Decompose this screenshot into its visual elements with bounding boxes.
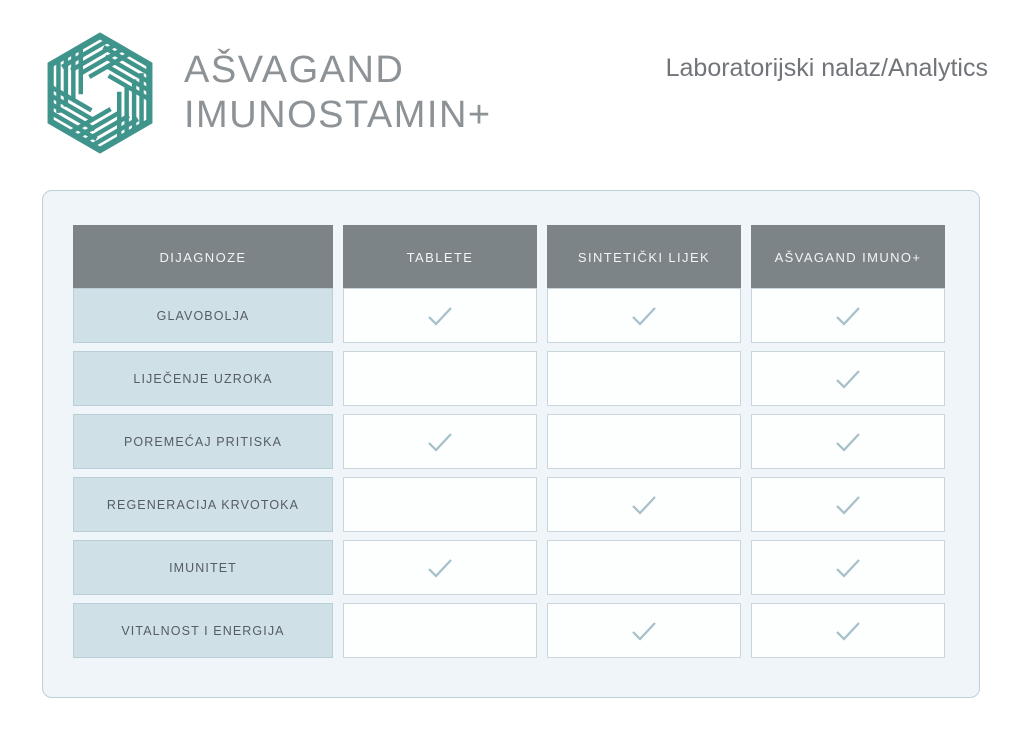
table-cell-poreme-aj-pritiska-tablete xyxy=(343,414,537,469)
table-cell-imunitet-a-vagand-imuno xyxy=(751,540,945,595)
row-label-imunitet: IMUNITET xyxy=(73,540,333,595)
table-cell-lije-enje-uzroka-sinteti-ki-lijek xyxy=(547,351,741,406)
table-cell-glavobolja-a-vagand-imuno xyxy=(751,288,945,343)
check-icon xyxy=(629,620,659,642)
check-icon xyxy=(629,305,659,327)
table-cell-imunitet-sinteti-ki-lijek xyxy=(547,540,741,595)
table-cell-regeneracija-krvotoka-a-vagand-imuno xyxy=(751,477,945,532)
check-icon xyxy=(425,431,455,453)
row-label-regeneracija-krvotoka: REGENERACIJA KRVOTOKA xyxy=(73,477,333,532)
table-cell-lije-enje-uzroka-a-vagand-imuno xyxy=(751,351,945,406)
page-subtitle: Laboratorijski nalaz/Analytics xyxy=(665,54,988,82)
table-cell-lije-enje-uzroka-tablete xyxy=(343,351,537,406)
table-cell-glavobolja-sinteti-ki-lijek xyxy=(547,288,741,343)
table-cell-regeneracija-krvotoka-tablete xyxy=(343,477,537,532)
row-label-poreme-aj-pritiska: POREMEĆAJ PRITISKA xyxy=(73,414,333,469)
table-cell-vitalnost-i-energija-a-vagand-imuno xyxy=(751,603,945,658)
column-header-dijagnoze: DIJAGNOZE xyxy=(73,225,333,289)
brand-title xyxy=(184,48,492,138)
brand-block xyxy=(38,24,492,162)
row-label-vitalnost-i-energija: VITALNOST I ENERGIJA xyxy=(73,603,333,658)
row-label-glavobolja: GLAVOBOLJA xyxy=(73,288,333,343)
brand-title-line1: AŠVAGAND xyxy=(184,49,405,92)
table-cell-imunitet-tablete xyxy=(343,540,537,595)
table-cell-vitalnost-i-energija-tablete xyxy=(343,603,537,658)
check-icon xyxy=(833,620,863,642)
check-icon xyxy=(833,494,863,516)
row-label-lije-enje-uzroka: LIJEČENJE UZROKA xyxy=(73,351,333,406)
table-cell-glavobolja-tablete xyxy=(343,288,537,343)
comparison-table xyxy=(73,225,945,658)
hexagon-weave-logo xyxy=(38,24,162,162)
check-icon xyxy=(833,431,863,453)
table-cell-poreme-aj-pritiska-a-vagand-imuno xyxy=(751,414,945,469)
check-icon xyxy=(629,494,659,516)
column-header-tablete: TABLETE xyxy=(343,225,537,289)
column-header-sinteti-ki-lijek: SINTETIČKI LIJEK xyxy=(547,225,741,289)
check-icon xyxy=(833,305,863,327)
table-cell-poreme-aj-pritiska-sinteti-ki-lijek xyxy=(547,414,741,469)
column-header-a-vagand-imuno: AŠVAGAND IMUNO+ xyxy=(751,225,945,289)
brand-title-line2: IMUNOSTAMIN+ xyxy=(184,94,492,136)
table-cell-vitalnost-i-energija-sinteti-ki-lijek xyxy=(547,603,741,658)
check-icon xyxy=(425,557,455,579)
comparison-panel xyxy=(42,190,980,698)
table-cell-regeneracija-krvotoka-sinteti-ki-lijek xyxy=(547,477,741,532)
check-icon xyxy=(833,368,863,390)
check-icon xyxy=(425,305,455,327)
check-icon xyxy=(833,557,863,579)
